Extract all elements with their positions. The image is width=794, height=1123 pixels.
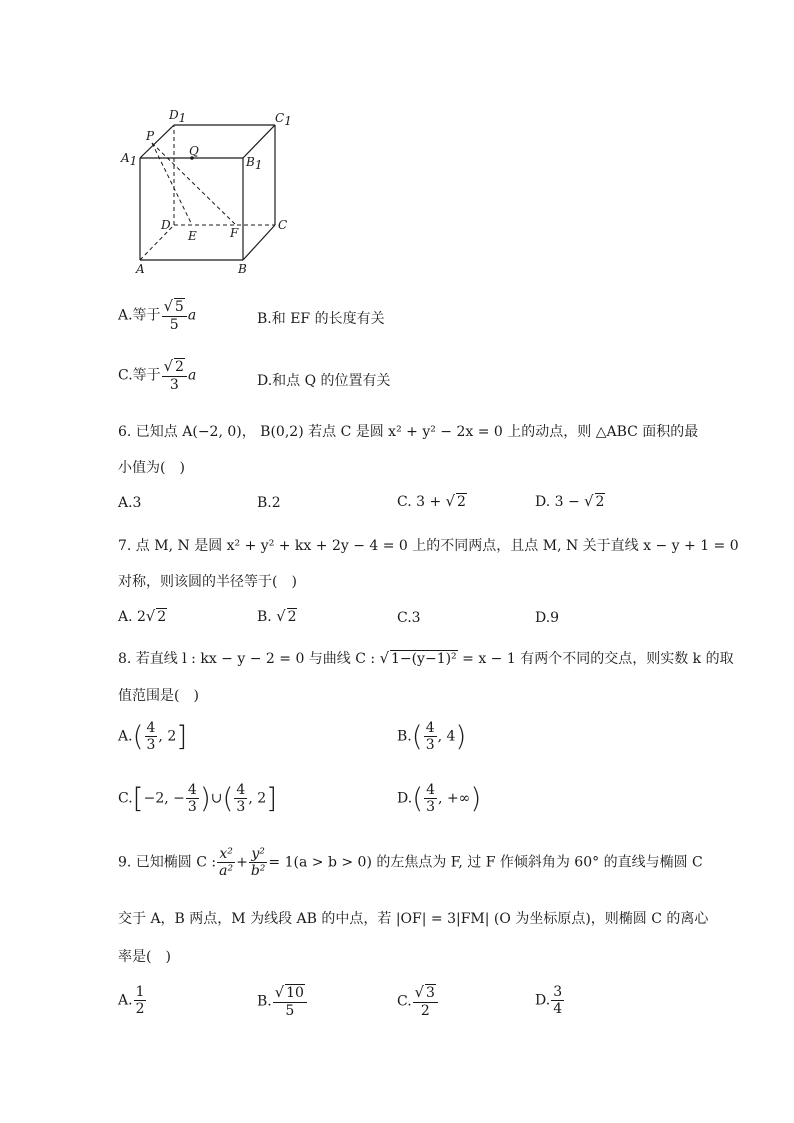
label-d1: D1 bbox=[169, 108, 187, 125]
label-b1: B1 bbox=[246, 155, 263, 172]
q5-option-b[interactable]: B.和 EF 的长度有关 bbox=[257, 311, 385, 327]
q9-stem-line2: 交于 A，B 两点，M 为线段 AB 的中点，若 |OF| = 3|FM| (O 为坐标原点)，则椭圆 C 的离心 bbox=[118, 911, 709, 927]
q8-option-c[interactable]: C.[−2, − $\frac{4}{3}$ )∪( $\frac{4}{3}$ , 2] bbox=[118, 781, 278, 816]
label-f: F bbox=[230, 226, 239, 240]
q7-stem-line1: 7. 点 M, N 是圆 x² + y² + kx + 2y − 4 = 0 上的不同两点，且点 M, N 关于直线 x − y + 1 = 0 bbox=[118, 538, 739, 554]
q8-stem-line2: 值范围是( ) bbox=[118, 688, 199, 704]
segment-p-e bbox=[152, 143, 192, 225]
q9-option-a[interactable]: A. $\frac{1}{2}$ bbox=[118, 984, 145, 1018]
q8-option-a[interactable]: A.( $\frac{4}{3}$ , 2] bbox=[118, 719, 188, 754]
label-c: C bbox=[278, 218, 288, 232]
label-b: B bbox=[238, 262, 247, 276]
q6-stem-line2: 小值为( ) bbox=[118, 460, 185, 476]
q6-option-a[interactable]: A.3 bbox=[118, 495, 142, 511]
edge-b1-c1 bbox=[243, 125, 275, 158]
q6-stem-line1: 6. 已知点 A(−2, 0)， B(0,2) 若点 C 是圆 x² + y² − 2x = 0 上的动点，则 △ABC 面积的最 bbox=[118, 424, 699, 440]
q6-option-b[interactable]: B.2 bbox=[257, 495, 281, 511]
q5-option-c[interactable]: C.等于 $\frac{√ 2}{3}$ a bbox=[118, 358, 197, 393]
cube-figure bbox=[118, 100, 298, 280]
q9-option-d[interactable]: D. $\frac{3}{4}$ bbox=[535, 984, 563, 1018]
q7-stem-line2: 对称，则该圆的半径等于( ) bbox=[118, 574, 297, 590]
label-a: A bbox=[136, 262, 145, 276]
label-p: P bbox=[146, 129, 155, 143]
q5-option-d[interactable]: D.和点 Q 的位置有关 bbox=[257, 373, 391, 389]
q7-option-b[interactable]: B. √ 2 bbox=[257, 608, 297, 625]
q9-option-c[interactable]: C. $\frac{√ 3}{2}$ bbox=[397, 984, 439, 1019]
q8-stem-line1: 8. 若直线 l : kx − y − 2 = 0 与曲线 C : √ 1−(y−1)² = x − 1 有两个不同的交点，则实数 k 的取 bbox=[118, 650, 734, 667]
q8-option-b[interactable]: B.( $\frac{4}{3}$ , 4) bbox=[397, 719, 467, 754]
q8-option-d[interactable]: D.( $\frac{4}{3}$ , +∞) bbox=[397, 781, 482, 816]
q6-option-c[interactable]: C. 3 + √ 2 bbox=[397, 493, 466, 510]
q7-option-d[interactable]: D.9 bbox=[535, 610, 560, 626]
q9-stem-line3: 率是( ) bbox=[118, 949, 171, 965]
edge-b-c bbox=[243, 225, 275, 260]
q9-stem-line1: 9. 已知椭圆 C : $\frac{\text{x²}}{\text{a²}}$ + $\frac{\text{y²}}{\text{b²}}$ = 1(a > b > 0) 的左焦点为 F, 过 F 作倾斜角为 60° 的直线与椭圆 C bbox=[118, 846, 703, 880]
label-c1: C1 bbox=[275, 111, 292, 128]
q6-option-d[interactable]: D. 3 − √ 2 bbox=[535, 493, 605, 510]
q5-option-a[interactable]: A.等于 $\frac{√ 5}{5}$ a bbox=[118, 298, 197, 333]
label-a1: A1 bbox=[121, 151, 138, 168]
label-q: Q bbox=[189, 144, 199, 158]
q7-option-c[interactable]: C.3 bbox=[397, 610, 421, 626]
label-d: D bbox=[161, 218, 171, 232]
label-e: E bbox=[188, 229, 197, 243]
q7-option-a[interactable]: A. 2√ 2 bbox=[118, 608, 167, 625]
q9-option-b[interactable]: B. $\frac{√ 10}{5}$ bbox=[257, 984, 308, 1019]
